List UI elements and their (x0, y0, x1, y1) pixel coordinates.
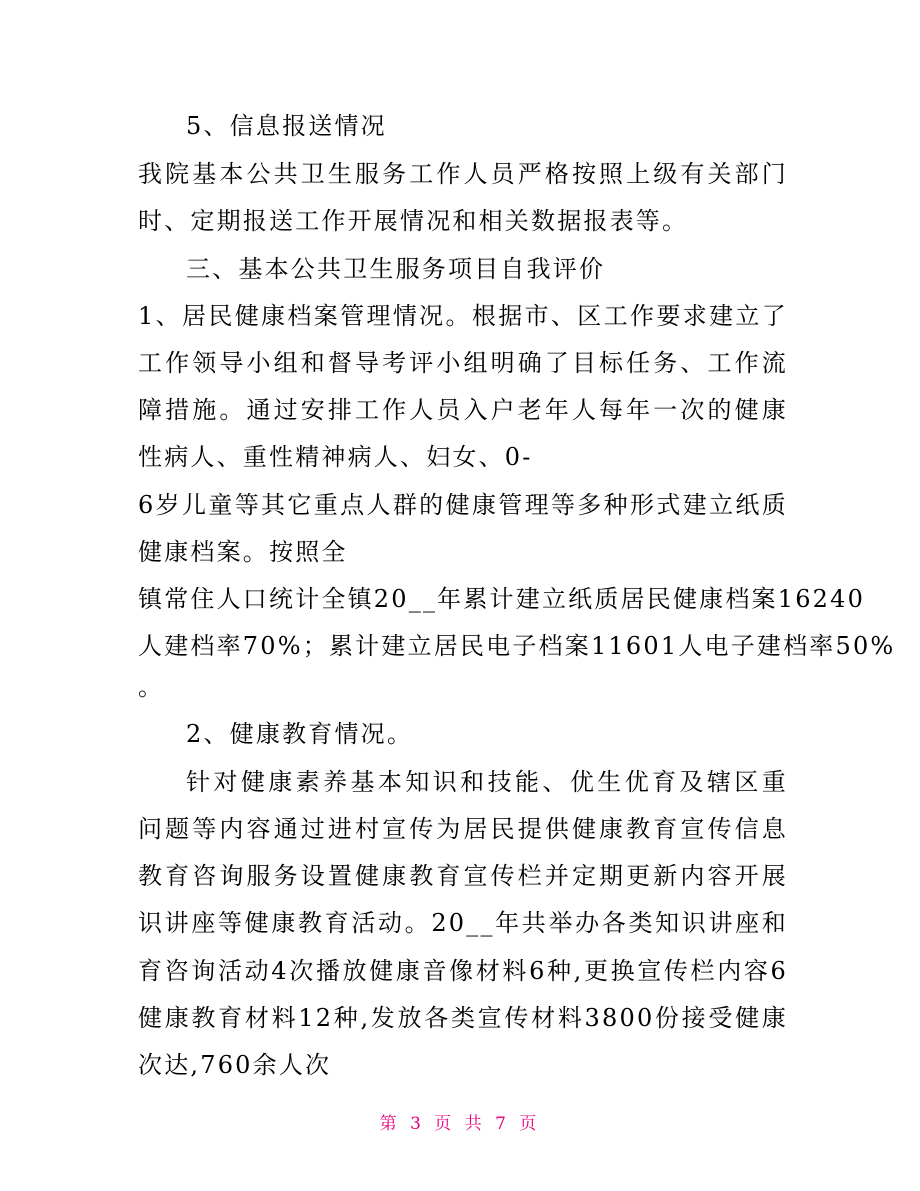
page-number-footer: 第 3 页 共 7 页 (379, 1114, 541, 1134)
section-heading-self-evaluation: 三、基本公共卫生服务项目自我评价 (186, 255, 606, 283)
paragraph-line: 性病人、重性精神病人、妇女、0- (138, 443, 533, 471)
paragraph-line: 6岁儿童等其它重点人群的健康管理等多种形式建立纸质 (138, 491, 788, 519)
paragraph-line: 我院基本公共卫生服务工作人员严格按照上级有关部门 (138, 160, 788, 188)
paragraph-line: 问题等内容通过进村宣传为居民提供健康教育宣传信息 (138, 815, 788, 843)
paragraph-line: 识讲座等健康教育活动。20__年共举办各类知识讲座和 (138, 909, 788, 937)
paragraph-line: 镇常住人口统计全镇20__年累计建立纸质居民健康档案16240 (138, 585, 866, 613)
paragraph-line: 人建档率70%；累计建立居民电子档案11601人电子建档率50% (138, 632, 896, 660)
paragraph-line: 时、定期报送工作开展情况和相关数据报表等。 (138, 207, 689, 235)
paragraph-line: 教育咨询服务设置健康教育宣传栏并定期更新内容开展 (138, 862, 788, 890)
paragraph-line: 1、居民健康档案管理情况。根据市、区工作要求建立了 (138, 302, 788, 330)
paragraph-line: 健康教育材料12种,发放各类宣传材料3800份接受健康 (138, 1004, 788, 1032)
paragraph-line: 健康档案。按照全 (138, 538, 348, 566)
paragraph-line: 次达,760余人次 (138, 1051, 332, 1079)
paragraph-line: 育咨询活动4次播放健康音像材料6种,更换宣传栏内容6 (138, 957, 788, 985)
section-heading-health-education: 2、健康教育情况。 (186, 720, 414, 748)
paragraph-line: 针对健康素养基本知识和技能、优生优育及辖区重 (186, 768, 788, 796)
paragraph-line: 障措施。通过安排工作人员入户老年人每年一次的健康 (138, 396, 788, 424)
paragraph-line: 。 (138, 673, 165, 701)
section-heading-info-reporting: 5、信息报送情况 (186, 112, 387, 140)
paragraph-line: 工作领导小组和督导考评小组明确了目标任务、工作流 (138, 349, 788, 377)
